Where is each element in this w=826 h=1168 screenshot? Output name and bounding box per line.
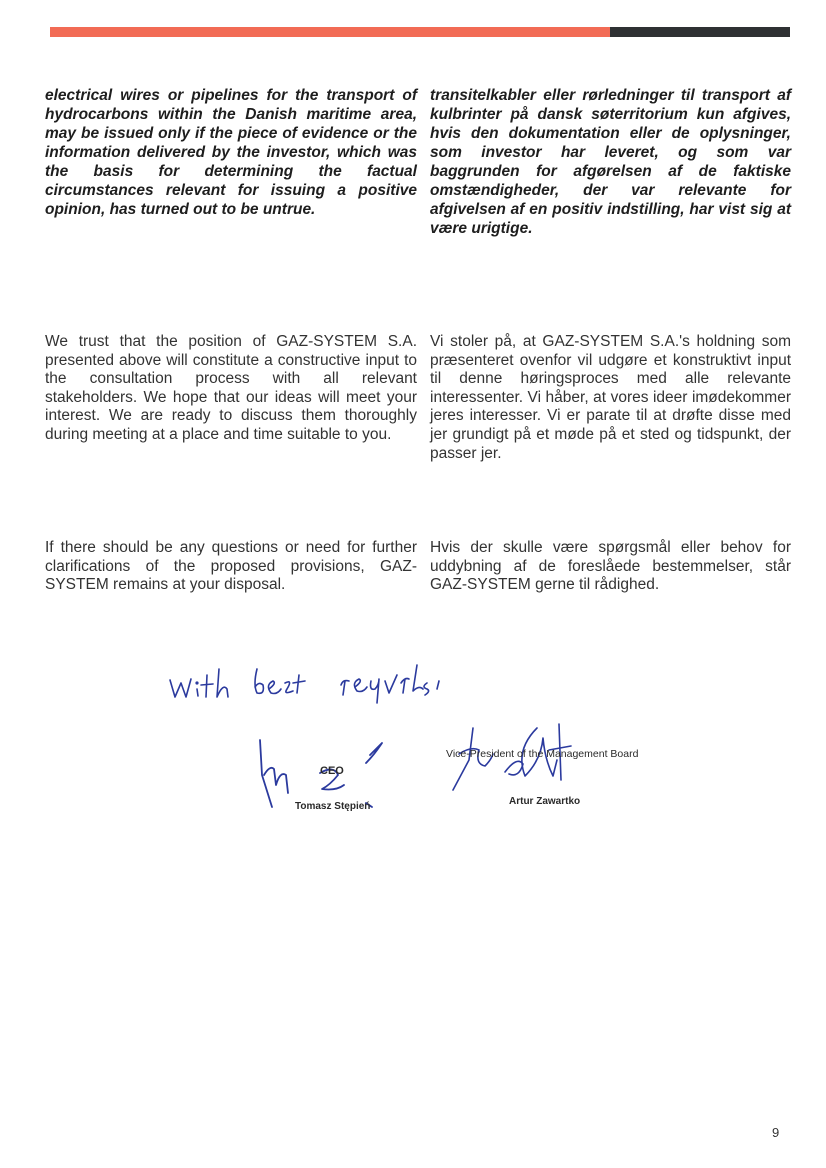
- vp-title: Vice-President of the Management Board: [446, 748, 639, 760]
- paragraph-1-english: electrical wires or pipelines for the transport of hydrocarbons within the Danish maritime area, may be issued only if the piece of evidence or the information delivered by the investor, which was the basis for determining the factual circumstances relevant for issuing a positive opinion, has turned out to be untrue.: [45, 87, 417, 218]
- paragraph-3-danish: Hvis der skulle være spørgsmål eller behov for uddybning af de foreslåede bestemmelser, står GAZ-SYSTEM gerne til rådighed.: [430, 539, 791, 594]
- header-bar-dark: [610, 27, 790, 37]
- paragraph-2-english: We trust that the position of GAZ-SYSTEM S.A. presented above will constitute a constructive input to the consultation process with all relevant stakeholders. We hope that our ideas will meet your interest. We are ready to discuss them thoroughly during meeting at a place and time suitable to you.: [45, 333, 417, 443]
- paragraph-3-english: If there should be any questions or need for further clarifications of the proposed provisions, GAZ-SYSTEM remains at your disposal.: [45, 539, 417, 594]
- page-number: 9: [772, 1125, 780, 1140]
- vp-name: Artur Zawartko: [509, 796, 581, 807]
- paragraph-2-danish: Vi stoler på, at GAZ-SYSTEM S.A.'s holdning som præsenteret ovenfor vil udgøre et konstruktivt input til denne høringsproces med alle relevante interessenter. Vi håber, at vores ideer imødekommer jeres interesser. Vi er parate til at drøfte disse med jer grundigt på et møde på et sted og tidspunkt, der passer jer.: [430, 333, 791, 462]
- header-bar: [50, 27, 790, 37]
- ceo-title: CEO: [320, 765, 344, 777]
- paragraph-1-danish: transitelkabler eller rørledninger til transport af kulbrinter på dansk søterritorium kun afgives, hvis den dokumentation eller de oplysninger, som investor har leveret, og som var baggrunden for afgørelsen af de faktiske omstændigheder, der var relevante for afgivelsen af en positiv indstilling, har vist sig at være urigtige.: [430, 87, 791, 237]
- handwritten-regards: [165, 645, 455, 705]
- ceo-name: Tomasz Stępień: [295, 801, 371, 812]
- vp-signature: [445, 720, 595, 800]
- header-bar-accent: [50, 27, 610, 37]
